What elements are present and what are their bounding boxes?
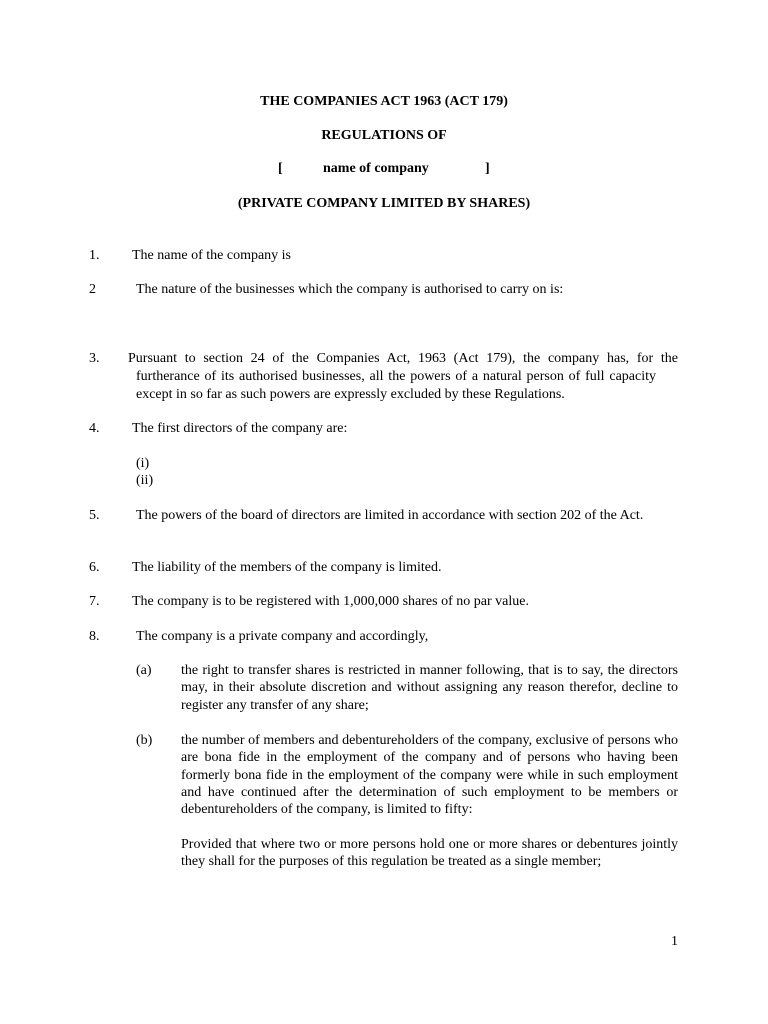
director-list-item: (i) <box>136 456 150 471</box>
clause-number: 3. <box>89 351 100 366</box>
clause-number: 7. <box>89 594 100 609</box>
subclause-text: the right to transfer shares is restricted in manner following, that is to say, the directors may, in their absolute discretion and without assigning any reason therefor, decline to register any transfer of any share; <box>181 663 678 713</box>
clause-number: 5. <box>89 508 100 523</box>
act-title: THE COMPANIES ACT 1963 (ACT 179) <box>260 94 508 109</box>
proviso-text: Provided that where two or more persons hold one or more shares or debentures jointly they shall for the purposes of this regulation be treated as a single member; <box>181 837 678 870</box>
company-name-placeholder: name of company <box>323 161 429 176</box>
clause-text: The first directors of the company are: <box>132 421 348 436</box>
director-list-item: (ii) <box>136 473 154 488</box>
subclause-label: (a) <box>136 663 152 678</box>
clause-text: The liability of the members of the company is limited. <box>132 560 442 575</box>
clause-text: The company is to be registered with 1,000,000 shares of no par value. <box>132 594 529 609</box>
clause-number: 4. <box>89 421 100 436</box>
clause-text-first-line: Pursuant to section 24 of the Companies Act, 1963 (Act 179), the company has, for the <box>128 351 678 366</box>
bracket-open: [ <box>278 161 283 176</box>
clause-number: 1. <box>89 248 100 263</box>
clause-number: 6. <box>89 560 100 575</box>
company-type-heading: (PRIVATE COMPANY LIMITED BY SHARES) <box>237 196 531 211</box>
bracket-close: ] <box>485 161 490 176</box>
clause-number: 8. <box>89 629 100 644</box>
clause-text: The powers of the board of directors are limited in accordance with section 202 of the Act. <box>136 508 644 523</box>
company-name-line <box>0 160 768 177</box>
clause-text: The nature of the businesses which the company is authorised to carry on is: <box>136 282 564 297</box>
subclause-text: the number of members and debentureholders of the company, exclusive of persons who are bona fide in the employment of the company and of persons who having been formerly bona fide in the employment of the company were while in such employment and have continued after the determination of such employment to be members or debentureholders of the company, is limited to fifty: <box>181 733 678 818</box>
clause-text: The company is a private company and accordingly, <box>136 629 429 644</box>
subclause-label: (b) <box>136 733 153 748</box>
regulations-heading: REGULATIONS OF <box>321 128 447 143</box>
clause-text-continued: furtherance of its authorised businesses, all the powers of a natural person of full capacity except in so far as such powers are expressly excluded by these Regulations. <box>136 369 656 402</box>
page-number: 1 <box>671 934 678 949</box>
clause-text: The name of the company is <box>132 248 292 263</box>
clause-number: 2 <box>89 282 96 297</box>
